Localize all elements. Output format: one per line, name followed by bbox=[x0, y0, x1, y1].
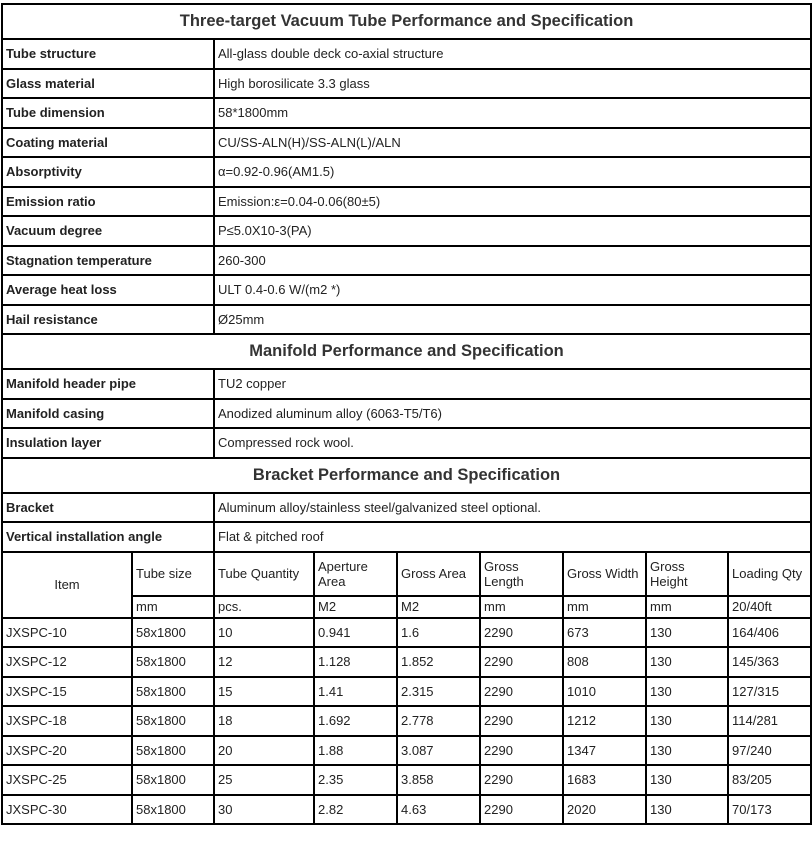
unit-cell: mm bbox=[480, 596, 563, 618]
table-row bbox=[2, 647, 811, 677]
models-header-row bbox=[2, 552, 811, 596]
table-cell: 673 bbox=[563, 618, 646, 648]
table-cell: 130 bbox=[646, 765, 728, 795]
table-cell: 2290 bbox=[480, 618, 563, 648]
table-cell: 130 bbox=[646, 677, 728, 707]
spec-value: TU2 copper bbox=[214, 369, 811, 399]
table-cell: 58x1800 bbox=[132, 618, 214, 648]
spec-row bbox=[2, 216, 811, 246]
table-cell: 130 bbox=[646, 618, 728, 648]
column-header: Gross Height bbox=[646, 552, 728, 596]
column-header: Tube size bbox=[132, 552, 214, 596]
spec-row bbox=[2, 522, 811, 552]
unit-cell: 20/40ft bbox=[728, 596, 811, 618]
table-cell: 12 bbox=[214, 647, 314, 677]
model-name: JXSPC-12 bbox=[2, 647, 132, 677]
table-cell: 4.63 bbox=[397, 795, 480, 825]
model-name: JXSPC-18 bbox=[2, 706, 132, 736]
table-cell: 58x1800 bbox=[132, 736, 214, 766]
table-cell: 2290 bbox=[480, 647, 563, 677]
spec-row bbox=[2, 305, 811, 335]
table-cell: 2290 bbox=[480, 736, 563, 766]
model-name: JXSPC-20 bbox=[2, 736, 132, 766]
table-cell: 1.6 bbox=[397, 618, 480, 648]
table-cell: 1.852 bbox=[397, 647, 480, 677]
table-cell: 3.087 bbox=[397, 736, 480, 766]
spec-label: Average heat loss bbox=[2, 275, 214, 305]
table-cell: 2290 bbox=[480, 795, 563, 825]
spec-label: Coating material bbox=[2, 128, 214, 158]
table-row bbox=[2, 765, 811, 795]
spec-value: Anodized aluminum alloy (6063-T5/T6) bbox=[214, 399, 811, 429]
section-title: Three-target Vacuum Tube Performance and Specification bbox=[2, 4, 811, 39]
spec-row bbox=[2, 369, 811, 399]
column-header: Aperture Area bbox=[314, 552, 397, 596]
spec-value: All-glass double deck co-axial structure bbox=[214, 39, 811, 69]
table-cell: 25 bbox=[214, 765, 314, 795]
table-cell: 2.35 bbox=[314, 765, 397, 795]
table-cell: 2290 bbox=[480, 765, 563, 795]
table-cell: 127/315 bbox=[728, 677, 811, 707]
column-header: Loading Qty bbox=[728, 552, 811, 596]
spec-row bbox=[2, 39, 811, 69]
spec-value: α=0.92-0.96(AM1.5) bbox=[214, 157, 811, 187]
spec-label: Bracket bbox=[2, 493, 214, 523]
spec-label: Vertical installation angle bbox=[2, 522, 214, 552]
spec-value: ULT 0.4-0.6 W/(m2 *) bbox=[214, 275, 811, 305]
section-header-manifold bbox=[2, 334, 811, 369]
table-cell: 58x1800 bbox=[132, 677, 214, 707]
spec-label: Tube dimension bbox=[2, 98, 214, 128]
table-cell: 1.692 bbox=[314, 706, 397, 736]
column-header: Gross Area bbox=[397, 552, 480, 596]
unit-cell: M2 bbox=[397, 596, 480, 618]
model-name: JXSPC-30 bbox=[2, 795, 132, 825]
unit-cell: mm bbox=[132, 596, 214, 618]
spec-value: High borosilicate 3.3 glass bbox=[214, 69, 811, 99]
spec-row bbox=[2, 157, 811, 187]
table-cell: 1347 bbox=[563, 736, 646, 766]
model-name: JXSPC-10 bbox=[2, 618, 132, 648]
spec-value: Ø25mm bbox=[214, 305, 811, 335]
table-cell: 58x1800 bbox=[132, 706, 214, 736]
table-cell: 130 bbox=[646, 736, 728, 766]
spec-row bbox=[2, 69, 811, 99]
spec-table bbox=[1, 3, 812, 825]
table-cell: 0.941 bbox=[314, 618, 397, 648]
spec-label: Glass material bbox=[2, 69, 214, 99]
spec-value: Aluminum alloy/stainless steel/galvanized steel optional. bbox=[214, 493, 811, 523]
spec-row bbox=[2, 493, 811, 523]
spec-value: CU/SS-ALN(H)/SS-ALN(L)/ALN bbox=[214, 128, 811, 158]
spec-row bbox=[2, 187, 811, 217]
table-cell: 1683 bbox=[563, 765, 646, 795]
spec-row bbox=[2, 428, 811, 458]
spec-value: 58*1800mm bbox=[214, 98, 811, 128]
table-cell: 30 bbox=[214, 795, 314, 825]
table-row bbox=[2, 736, 811, 766]
section-title: Manifold Performance and Specification bbox=[2, 334, 811, 369]
section-title: Bracket Performance and Specification bbox=[2, 458, 811, 493]
column-header: Item bbox=[2, 552, 132, 618]
table-cell: 2.82 bbox=[314, 795, 397, 825]
spec-value: P≤5.0X10-3(PA) bbox=[214, 216, 811, 246]
table-cell: 2020 bbox=[563, 795, 646, 825]
spec-value: Emission:ε=0.04-0.06(80±5) bbox=[214, 187, 811, 217]
spec-value: 260-300 bbox=[214, 246, 811, 276]
table-row bbox=[2, 618, 811, 648]
table-cell: 58x1800 bbox=[132, 765, 214, 795]
section-header-bracket bbox=[2, 458, 811, 493]
spec-label: Insulation layer bbox=[2, 428, 214, 458]
unit-cell: pcs. bbox=[214, 596, 314, 618]
unit-cell: mm bbox=[563, 596, 646, 618]
table-cell: 2.315 bbox=[397, 677, 480, 707]
table-row bbox=[2, 706, 811, 736]
spec-label: Absorptivity bbox=[2, 157, 214, 187]
column-header: Gross Width bbox=[563, 552, 646, 596]
column-header: Gross Length bbox=[480, 552, 563, 596]
table-cell: 83/205 bbox=[728, 765, 811, 795]
column-header: Tube Quantity bbox=[214, 552, 314, 596]
spec-row bbox=[2, 246, 811, 276]
table-cell: 1010 bbox=[563, 677, 646, 707]
table-row bbox=[2, 677, 811, 707]
table-cell: 145/363 bbox=[728, 647, 811, 677]
spec-label: Manifold casing bbox=[2, 399, 214, 429]
table-row bbox=[2, 795, 811, 825]
spec-label: Vacuum degree bbox=[2, 216, 214, 246]
table-cell: 1.128 bbox=[314, 647, 397, 677]
section-header-tube bbox=[2, 4, 811, 39]
table-cell: 70/173 bbox=[728, 795, 811, 825]
table-cell: 15 bbox=[214, 677, 314, 707]
spec-label: Stagnation temperature bbox=[2, 246, 214, 276]
table-cell: 2.778 bbox=[397, 706, 480, 736]
table-cell: 130 bbox=[646, 706, 728, 736]
model-name: JXSPC-15 bbox=[2, 677, 132, 707]
table-cell: 808 bbox=[563, 647, 646, 677]
spec-label: Manifold header pipe bbox=[2, 369, 214, 399]
table-cell: 1212 bbox=[563, 706, 646, 736]
spec-row bbox=[2, 98, 811, 128]
spec-row bbox=[2, 128, 811, 158]
spec-row bbox=[2, 275, 811, 305]
table-cell: 58x1800 bbox=[132, 647, 214, 677]
table-cell: 10 bbox=[214, 618, 314, 648]
spec-label: Hail resistance bbox=[2, 305, 214, 335]
table-cell: 1.41 bbox=[314, 677, 397, 707]
table-cell: 58x1800 bbox=[132, 795, 214, 825]
unit-cell: M2 bbox=[314, 596, 397, 618]
table-cell: 3.858 bbox=[397, 765, 480, 795]
spec-label: Tube structure bbox=[2, 39, 214, 69]
table-cell: 1.88 bbox=[314, 736, 397, 766]
table-cell: 97/240 bbox=[728, 736, 811, 766]
table-cell: 2290 bbox=[480, 677, 563, 707]
table-cell: 20 bbox=[214, 736, 314, 766]
spec-value: Flat & pitched roof bbox=[214, 522, 811, 552]
table-cell: 130 bbox=[646, 647, 728, 677]
spec-value: Compressed rock wool. bbox=[214, 428, 811, 458]
table-cell: 130 bbox=[646, 795, 728, 825]
spec-label: Emission ratio bbox=[2, 187, 214, 217]
model-name: JXSPC-25 bbox=[2, 765, 132, 795]
table-cell: 114/281 bbox=[728, 706, 811, 736]
table-cell: 2290 bbox=[480, 706, 563, 736]
table-cell: 18 bbox=[214, 706, 314, 736]
table-cell: 164/406 bbox=[728, 618, 811, 648]
unit-cell: mm bbox=[646, 596, 728, 618]
spec-row bbox=[2, 399, 811, 429]
